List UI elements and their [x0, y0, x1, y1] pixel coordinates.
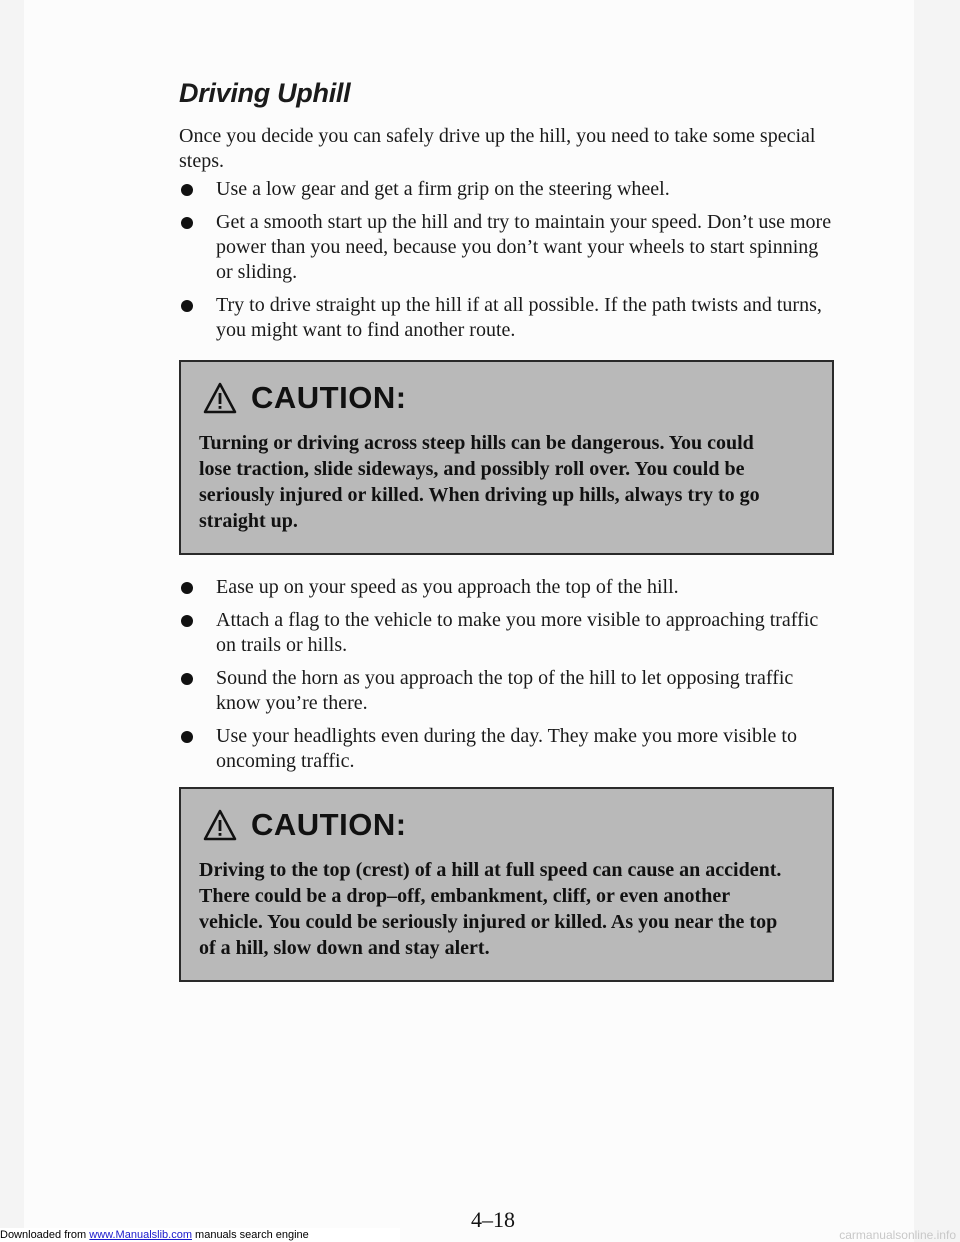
caution-label: CAUTION:	[251, 807, 407, 842]
manual-page	[24, 0, 914, 1242]
list-item	[179, 666, 839, 716]
list-item	[179, 608, 839, 658]
caution-box	[179, 360, 834, 555]
manualslib-link[interactable]: www.Manualslib.com	[89, 1229, 192, 1241]
list-item	[179, 724, 839, 774]
bullet-list-top	[179, 177, 839, 351]
warning-triangle-icon	[203, 382, 237, 414]
bullet-dot-icon	[181, 731, 193, 743]
caution-box	[179, 787, 834, 982]
footer-suffix: manuals search engine	[191, 1229, 309, 1241]
bullet-dot-icon	[181, 217, 193, 229]
caution-text: Turning or driving across steep hills can be dangerous. You could lose traction, slide sideways, and possibly roll over. You could be seriously injured or killed. When driving up hills, always try to go straight up.	[199, 432, 760, 532]
page-number: 4–18	[471, 1207, 515, 1232]
caution-header	[203, 380, 407, 416]
caution-text: Driving to the top (crest) of a hill at full speed can cause an accident. There could be a drop–off, embankment, cliff, or even another vehicle. You could be seriously injured or killed. As you near the top of a hill, slow down and stay alert.	[199, 859, 782, 959]
bullet-list-bottom	[179, 575, 839, 782]
warning-triangle-icon	[203, 809, 237, 841]
intro-paragraph: Once you decide you can safely drive up the hill, you need to take some special steps.	[179, 125, 816, 172]
download-footer	[0, 1228, 400, 1242]
watermark: carmanualsonline.info	[839, 1228, 956, 1242]
bullet-dot-icon	[181, 582, 193, 594]
bullet-dot-icon	[181, 615, 193, 627]
list-item	[179, 210, 839, 285]
list-item-text: Try to drive straight up the hill if at all possible. If the path twists and turns, you might want to find another route.	[216, 294, 822, 341]
list-item-text: Ease up on your speed as you approach the top of the hill.	[216, 576, 679, 598]
bullet-dot-icon	[181, 300, 193, 312]
caution-label: CAUTION:	[251, 380, 407, 415]
list-item-text: Sound the horn as you approach the top of the hill to let opposing traffic know you’re there.	[216, 667, 794, 714]
section-title: Driving Uphill	[179, 78, 351, 108]
list-item-text: Use your headlights even during the day. They make you more visible to oncoming traffic.	[216, 725, 797, 772]
footer-prefix: Downloaded from	[0, 1229, 90, 1241]
list-item-text: Attach a flag to the vehicle to make you more visible to approaching traffic on trails or hills.	[216, 609, 819, 656]
list-item-text: Get a smooth start up the hill and try to maintain your speed. Don’t use more power than you need, because you don’t want your wheels to start spinning or sliding.	[216, 211, 832, 283]
list-item	[179, 293, 839, 343]
list-item-text: Use a low gear and get a firm grip on the steering wheel.	[216, 178, 670, 200]
caution-header	[203, 807, 407, 843]
list-item	[179, 575, 839, 600]
list-item	[179, 177, 839, 202]
bullet-dot-icon	[181, 673, 193, 685]
bullet-dot-icon	[181, 184, 193, 196]
